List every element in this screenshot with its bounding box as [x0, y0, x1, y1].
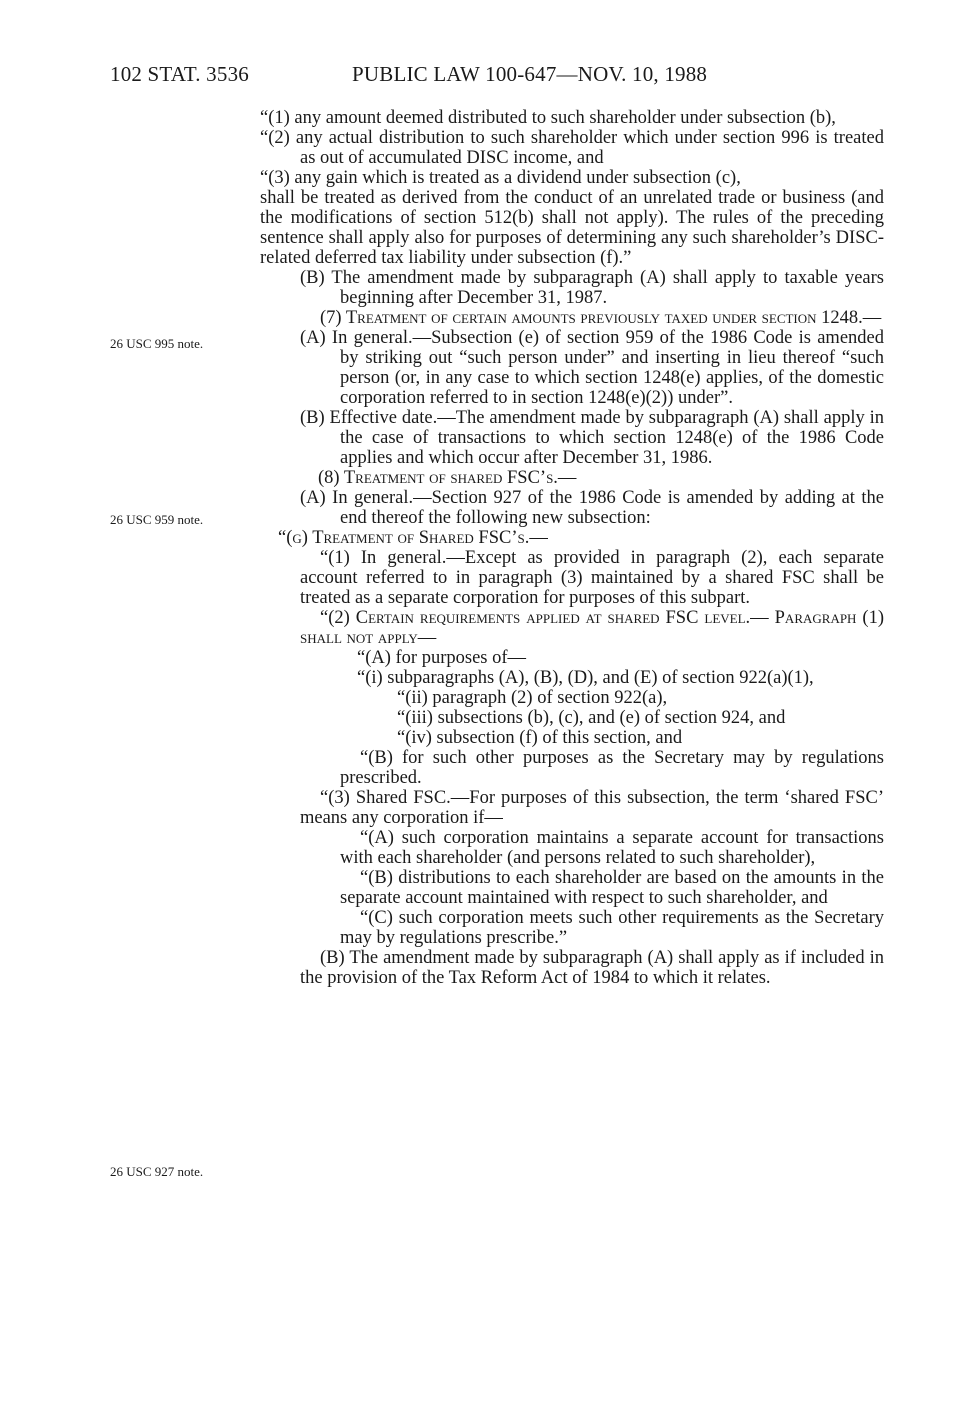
subparagraph-g-3-b: “(B) distributions to each shareholder are based on the amounts in the separate account maintained with respect to such shareholder, and [340, 868, 884, 908]
margin-note-995: 26 USC 995 note. [110, 336, 204, 351]
paragraph-g-3: “(3) Shared FSC.—For purposes of this subsection, the term ‘shared FSC’ means any corporation if— [300, 788, 884, 828]
clause-3: “(3) any gain which is treated as a dividend under subsection (c), [260, 168, 741, 188]
subparagraph-g-3-a: “(A) such corporation maintains a separate account for transactions with each shareholder (and persons related to such shareholder), [340, 828, 884, 868]
subparagraph-a-7: (A) In general.—Subsection (e) of section 959 of the 1986 Code is amended by striking out “such person under” and inserting in lieu thereof “such person (or, in any case to which section 1248(e) applies, of the domestic corporation referred to in section 1248(e)(2)) under”. [300, 328, 884, 408]
heading-paragraph-7: (7) Treatment of certain amounts previously taxed under section 1248.— [320, 308, 882, 328]
page-law-header: PUBLIC LAW 100-647—NOV. 10, 1988 [352, 62, 708, 86]
clause-1: “(1) any amount deemed distributed to such shareholder under subsection (b), [260, 108, 836, 128]
subparagraph-g-3-c: “(C) such corporation meets such other requirements as the Secretary may by regulations prescribe.” [340, 908, 884, 948]
flush-paragraph: shall be treated as derived from the conduct of an unrelated trade or business (and the modifications of section 512(b) shall not apply). The rules of the preceding sentence shall apply also for purposes of determining any such shareholder’s DISC-related deferred tax liability under subsection (f).” [260, 188, 884, 268]
margin-note-927: 26 USC 927 note. [110, 1164, 204, 1179]
page-stat-number: 102 STAT. 3536 [110, 62, 249, 86]
law-text-body [0, 108, 958, 988]
subparagraph-a-8: (A) In general.—Section 927 of the 1986 Code is amended by adding at the end thereof the following new subsection: [300, 488, 884, 528]
clause-g-2-a-ii: “(ii) paragraph (2) of section 922(a), [397, 688, 668, 708]
subparagraph-b-7: (B) Effective date.—The amendment made by subparagraph (A) shall apply in the case of transactions to which section 1248(e) of the 1986 Code applies and which occur after December 31, 1986. [300, 408, 884, 468]
subparagraph-b-6: (B) The amendment made by subparagraph (A) shall apply to taxable years beginning after December 31, 1987. [300, 268, 884, 308]
subparagraph-g-2-a: “(A) for purposes of— [357, 648, 527, 668]
subparagraph-b-8: (B) The amendment made by subparagraph (A) shall apply as if included in the provision of the Tax Reform Act of 1984 to which it relates. [300, 948, 884, 988]
clause-g-2-a-iii: “(iii) subsections (b), (c), and (e) of section 924, and [397, 708, 786, 728]
heading-subsection-g: “(g) Treatment of Shared FSC’s.— [278, 528, 548, 548]
paragraph-g-2: “(2) Certain requirements applied at shared FSC level.— Paragraph (1) shall not apply— [300, 608, 884, 648]
heading-paragraph-8: (8) Treatment of shared FSC’s.— [318, 468, 577, 488]
clause-g-2-a-iv: “(iv) subsection (f) of this section, and [397, 728, 683, 748]
subparagraph-g-2-b: “(B) for such other purposes as the Secretary may by regulations prescribed. [340, 748, 884, 788]
clause-g-2-a-i: “(i) subparagraphs (A), (B), (D), and (E) of section 922(a)(1), [357, 668, 814, 688]
paragraph-g-1: “(1) In general.—Except as provided in paragraph (2), each separate account referred to in paragraph (3) maintained by a shared FSC shall be treated as a separate corporation for purposes of this subpart. [300, 548, 884, 608]
margin-note-959: 26 USC 959 note. [110, 512, 204, 527]
clause-2: “(2) any actual distribution to such shareholder which under section 996 is treated as out of accumulated DISC income, and [260, 128, 884, 168]
